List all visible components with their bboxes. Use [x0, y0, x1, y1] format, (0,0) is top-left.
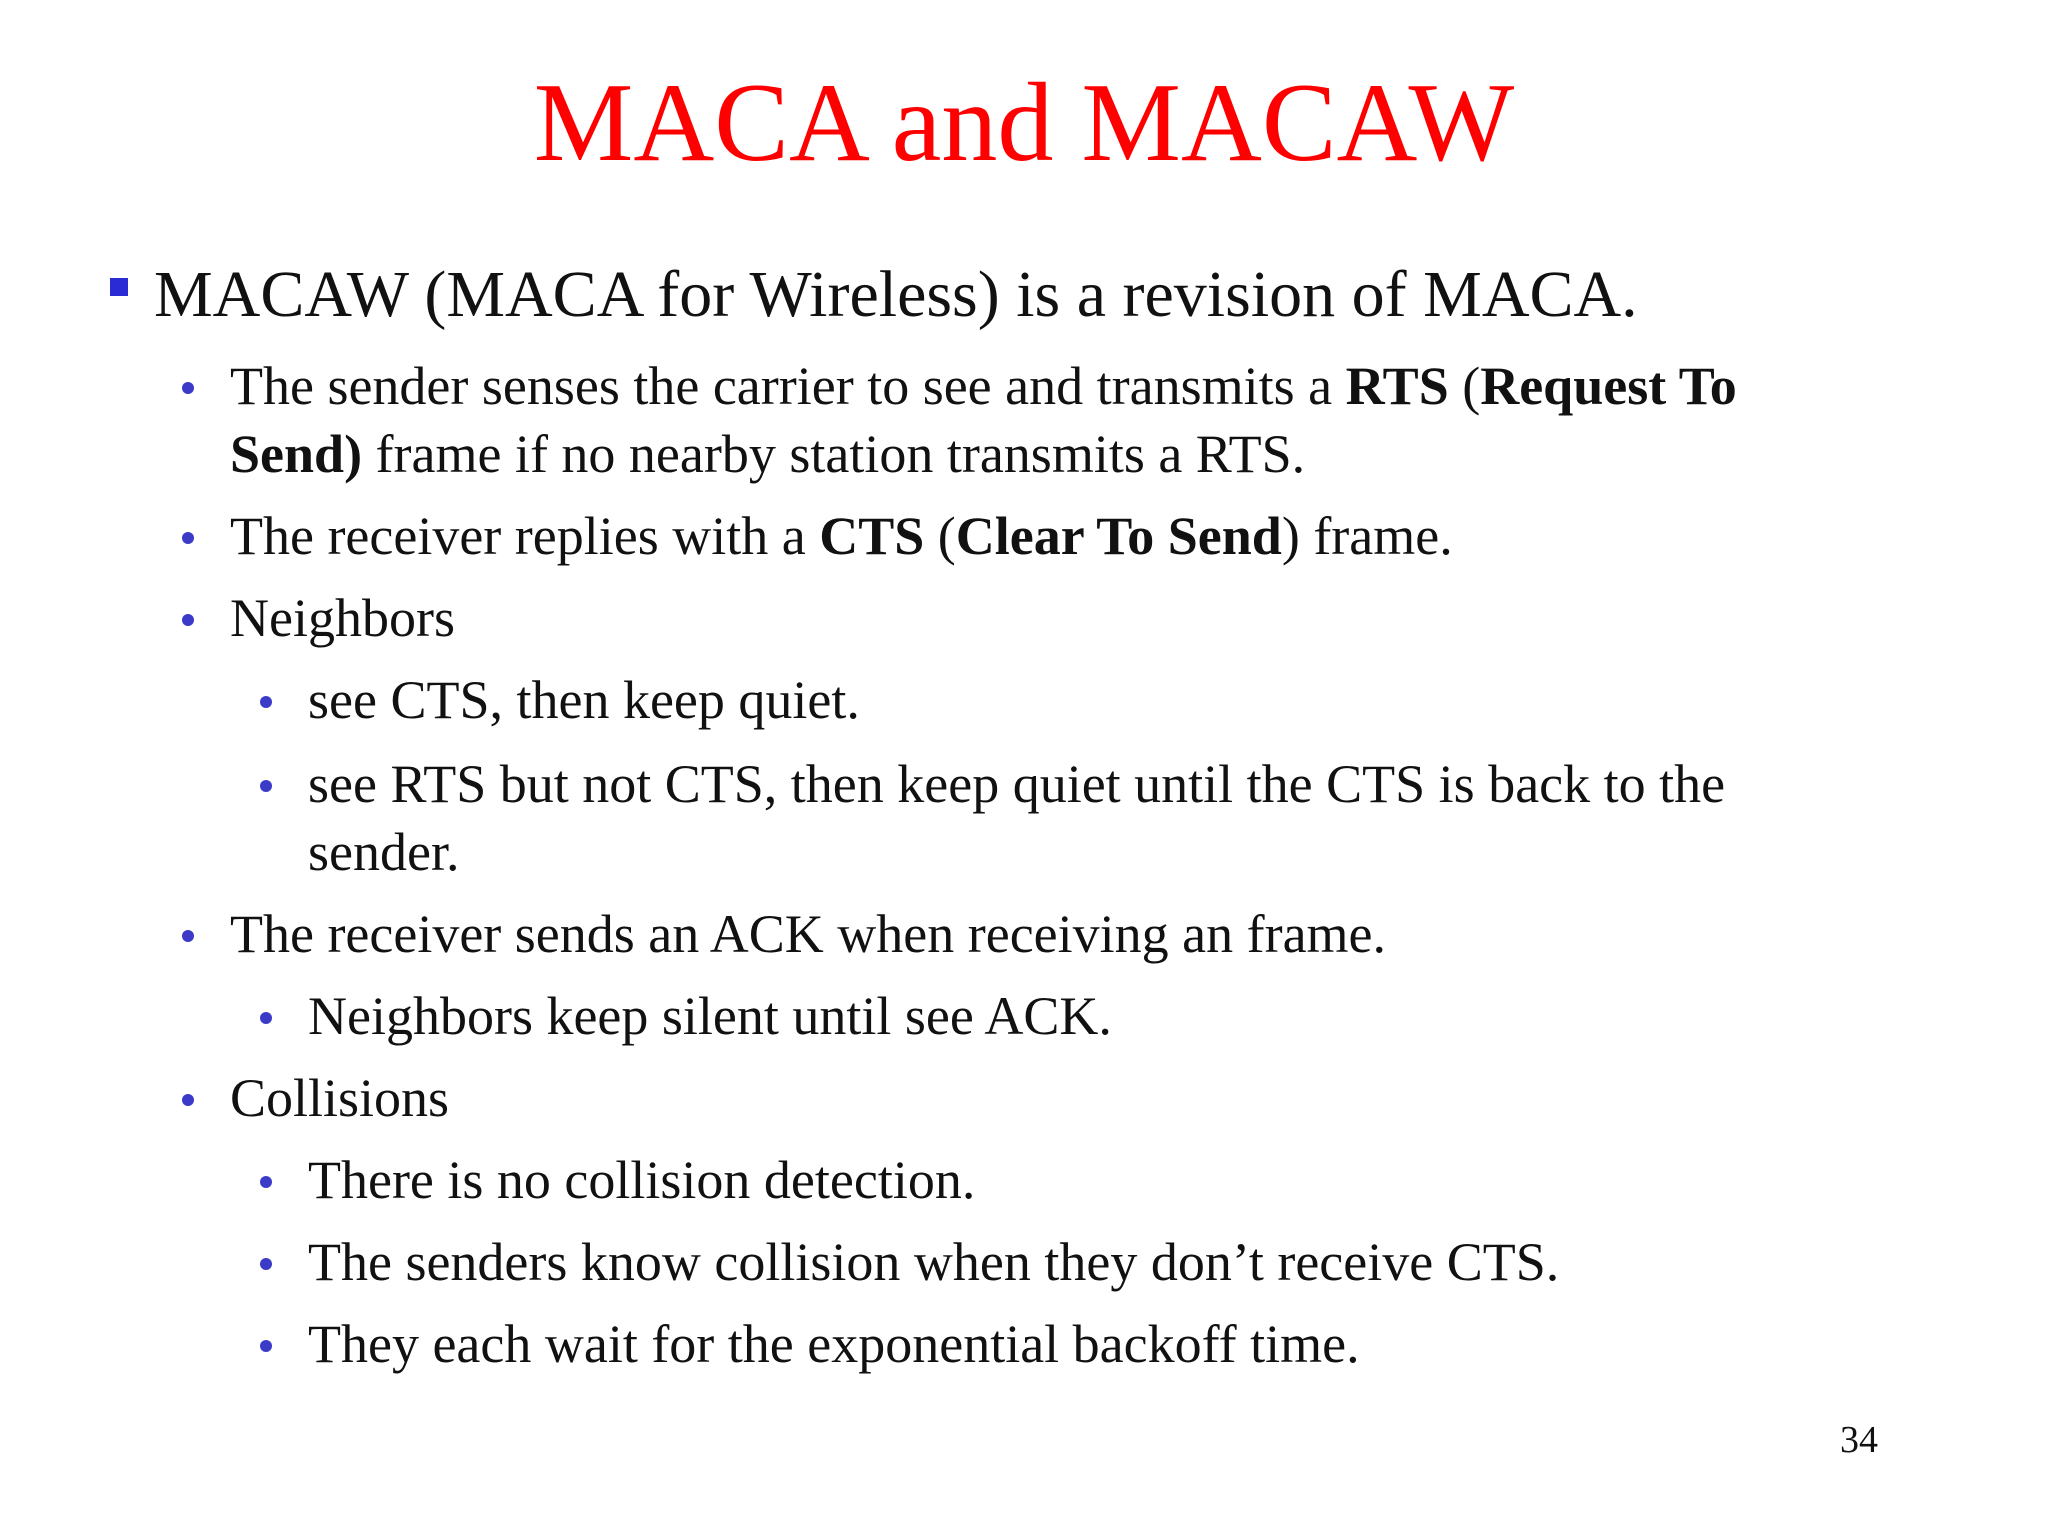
list-item-neighbors-sub2-continuation: sender.	[308, 822, 460, 882]
bullet-dot-icon	[260, 696, 272, 708]
list-item-rts-continuation: Send) frame if no nearby station transmits a RTS.	[230, 424, 1306, 484]
bullet-dot-icon	[182, 382, 194, 394]
bullet-dot-icon	[260, 1012, 272, 1024]
bullet-dot-icon	[260, 1258, 272, 1270]
list-item-collisions: Collisions	[230, 1064, 449, 1132]
list-item-collisions-sub2: The senders know collision when they don’t receive CTS.	[308, 1228, 1559, 1296]
list-item-cts: The receiver replies with a CTS (Clear To Send) frame.	[230, 502, 1453, 570]
bullet-dot-icon	[182, 930, 194, 942]
list-item-neighbors-sub2: see RTS but not CTS, then keep quiet until the CTS is back to the	[308, 750, 1725, 818]
list-item-neighbors-sub1: see CTS, then keep quiet.	[308, 666, 860, 734]
bullet-dot-icon	[260, 780, 272, 792]
list-item-collisions-sub1: There is no collision detection.	[308, 1146, 975, 1214]
bullet-dot-icon	[182, 1094, 194, 1106]
bullet-dot-icon	[260, 1176, 272, 1188]
bullet-dot-icon	[182, 532, 194, 544]
slide-title: MACA and MACAW	[533, 61, 1515, 185]
list-item-ack: The receiver sends an ACK when receiving an frame.	[230, 900, 1386, 968]
page-number: 34	[1840, 1419, 1878, 1461]
list-item-collisions-sub3: They each wait for the exponential backoff time.	[308, 1310, 1360, 1378]
list-item-neighbors: Neighbors	[230, 584, 455, 652]
bullet-dot-icon	[260, 1340, 272, 1352]
main-bullet-text: MACAW (MACA for Wireless) is a revision of MACA.	[154, 258, 1638, 331]
list-item-rts: The sender senses the carrier to see and transmits a RTS (Request To	[230, 352, 1737, 420]
list-item-ack-sub1: Neighbors keep silent until see ACK.	[308, 982, 1112, 1050]
square-bullet-icon	[110, 278, 128, 296]
bullet-dot-icon	[182, 614, 194, 626]
